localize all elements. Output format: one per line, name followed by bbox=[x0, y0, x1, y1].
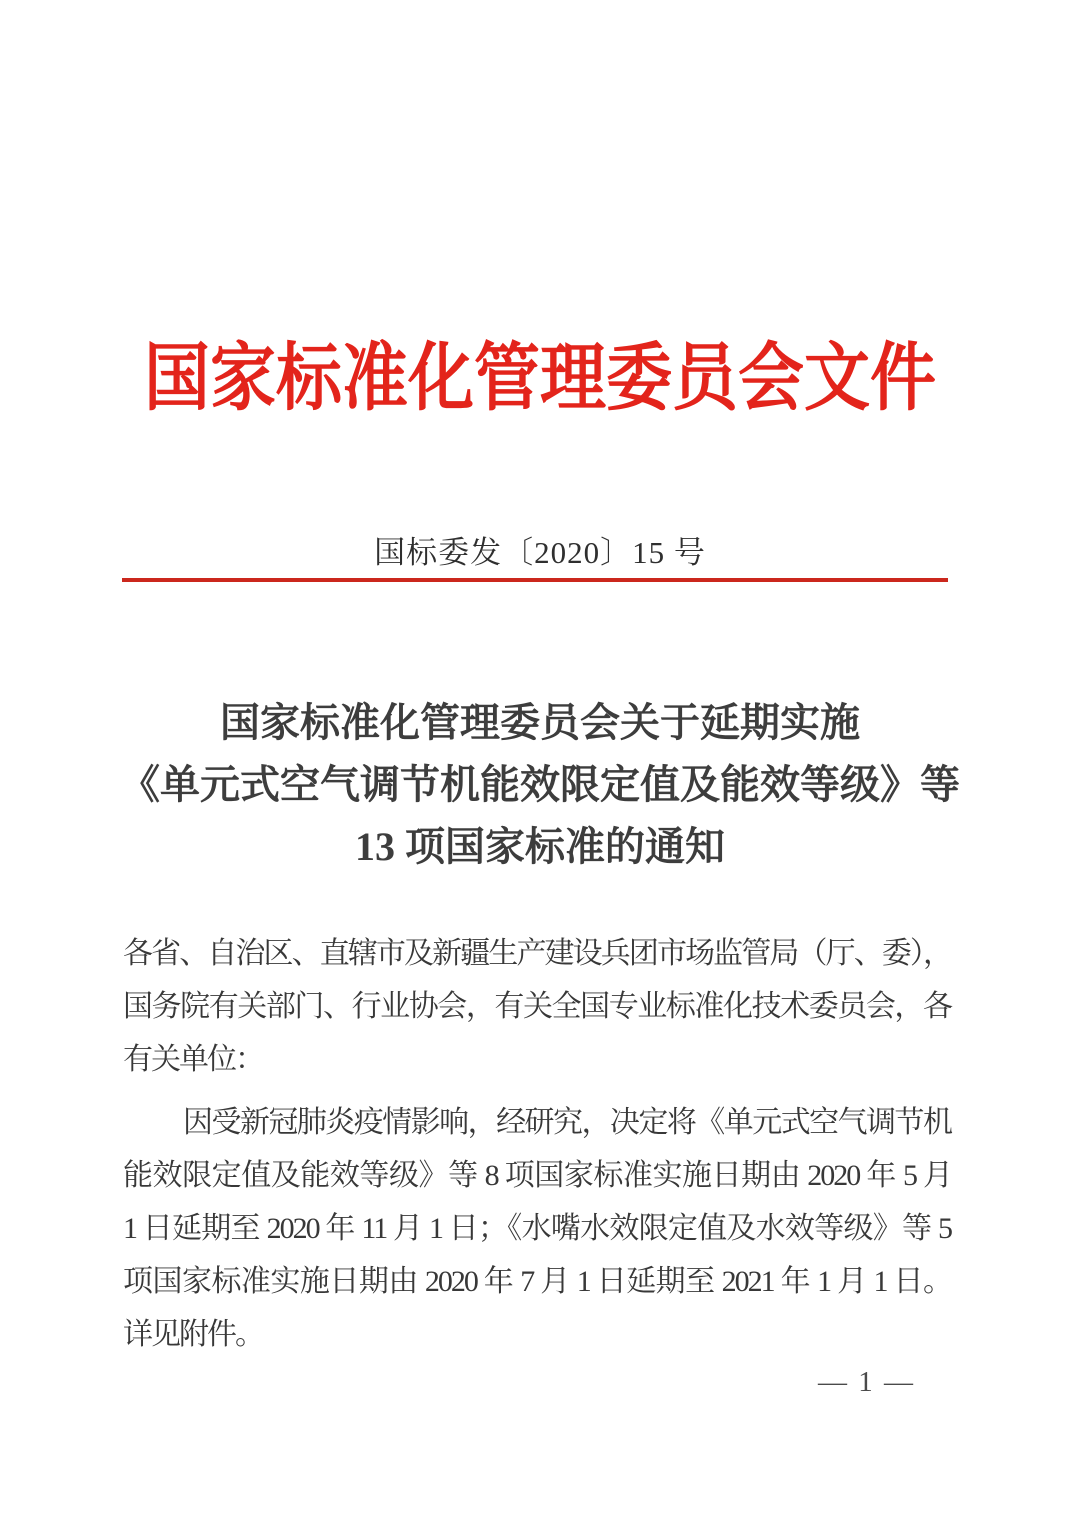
paragraph-line-1: 因受新冠肺炎疫情影响，经研究，决定将《单元式空气调节机 bbox=[183, 1106, 951, 1139]
red-separator-rule bbox=[122, 578, 948, 582]
notice-title bbox=[0, 692, 1080, 878]
document-body bbox=[123, 927, 951, 1361]
recipients-line-2: 国务院有关部门、行业协会，有关全国专业标准化技术委员会，各 bbox=[123, 990, 951, 1023]
org-banner-title: 国家标准化管理委员会文件 bbox=[144, 338, 936, 420]
recipients-line-1: 各省、自治区、直辖市及新疆生产建设兵团市场监管局（厅、委）， bbox=[123, 937, 951, 970]
notice-title-line-3: 13 项国家标准的通知 bbox=[355, 824, 725, 869]
recipients-line-3: 有关单位： bbox=[123, 1043, 263, 1076]
recipients-paragraph bbox=[123, 927, 951, 1086]
paragraph-line-3: 1 日延期至 2020 年 11 月 1 日；《水嘴水效限定值及水效等级》等 5 bbox=[123, 1212, 951, 1245]
notice-title-line-2: 《单元式空气调节机能效限定值及能效等级》等 bbox=[120, 762, 960, 807]
doc-number: 国标委发〔2020〕15 号 bbox=[374, 535, 706, 570]
paragraph-line-5: 详见附件。 bbox=[123, 1318, 263, 1351]
main-paragraph bbox=[123, 1096, 951, 1361]
page-number: — 1 — bbox=[818, 1366, 915, 1398]
notice-title-line-1: 国家标准化管理委员会关于延期实施 bbox=[220, 700, 860, 745]
paragraph-line-2: 能效限定值及能效等级》等 8 项国家标准实施日期由 2020 年 5 月 bbox=[123, 1159, 951, 1192]
paragraph-line-4: 项国家标准实施日期由 2020 年 7 月 1 日延期至 2021 年 1 月 1 日。 bbox=[123, 1265, 951, 1298]
